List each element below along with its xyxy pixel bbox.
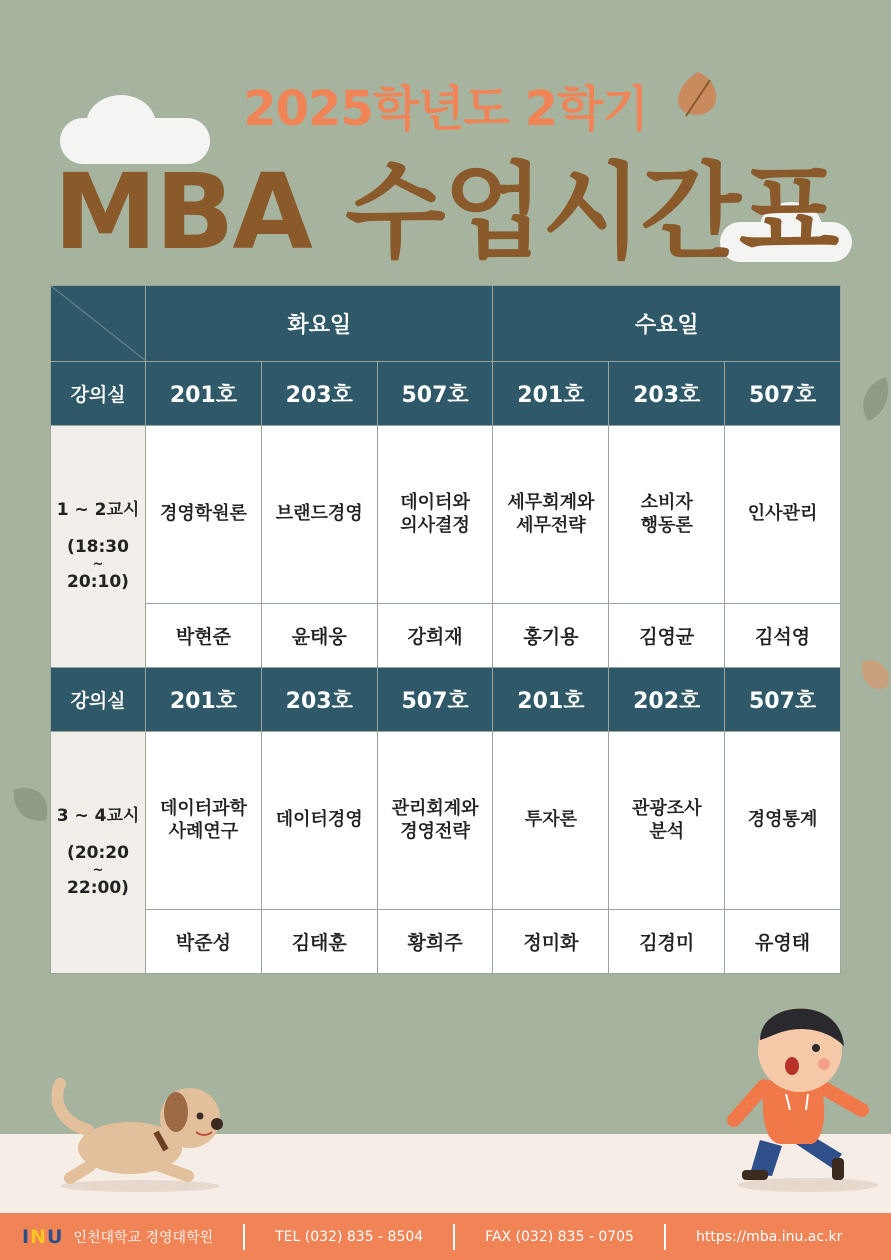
room-cell: 201호 (146, 668, 262, 732)
course-cell (725, 426, 841, 604)
page-title: MBA 수업시간표 (53, 151, 838, 273)
time-start: (18:30 (67, 537, 129, 558)
course-name: 투자론 (524, 809, 577, 831)
divider (664, 1224, 666, 1250)
room-cell: 507호 (725, 362, 841, 426)
leaf-icon (10, 780, 54, 828)
course-cell (377, 426, 493, 604)
course-name-line2: 세무전략 (516, 514, 586, 536)
course-name: 데이터와 (400, 492, 470, 513)
logo-letter: I (22, 1225, 31, 1248)
course-name-line2: 사례연구 (168, 820, 239, 842)
school-name: 인천대학교 경영대학원 (73, 1229, 214, 1246)
course-name: 인사관리 (747, 503, 818, 525)
room-cell: 201호 (146, 362, 262, 426)
professor-cell: 박현준 (146, 604, 262, 668)
fax: FAX (032) 835 - 0705 (485, 1228, 634, 1245)
room-cell: 203호 (261, 362, 377, 426)
professor-cell: 윤태웅 (261, 604, 377, 668)
footer-bar (0, 1213, 891, 1260)
course-name-line2: 경영전략 (400, 820, 470, 842)
course-name-line2: 의사결정 (400, 514, 470, 536)
room-cell: 201호 (493, 668, 609, 732)
professor-cell: 김태훈 (261, 910, 377, 974)
period-label: 3 ~ 4교시 (56, 806, 140, 827)
divider (243, 1224, 245, 1250)
time-end: 20:10) (67, 571, 129, 592)
course-name: 관리회계와 (391, 798, 479, 819)
course-name: 브랜드경영 (275, 503, 363, 525)
day-header-tuesday: 화요일 (146, 286, 493, 362)
timetable (50, 285, 841, 974)
course-cell (493, 732, 609, 910)
day-header-wednesday: 수요일 (493, 286, 841, 362)
leaf-icon (856, 656, 891, 696)
website-link[interactable]: https://mba.inu.ac.kr (695, 1228, 843, 1245)
room-cell: 507호 (725, 668, 841, 732)
time-tilde: ~ (92, 863, 104, 879)
professor-cell: 김석영 (725, 604, 841, 668)
room-cell: 507호 (377, 362, 493, 426)
professor-cell: 김영균 (609, 604, 725, 668)
time-tilde: ~ (92, 557, 104, 573)
course-name: 세무회계와 (507, 492, 595, 513)
course-cell (609, 426, 725, 604)
telephone: TEL (032) 835 - 8504 (275, 1228, 424, 1245)
period-label: 1 ~ 2교시 (56, 500, 140, 521)
diagonal-line (51, 286, 146, 361)
course-name: 데이터경영 (275, 809, 363, 831)
course-name: 경영학원론 (159, 503, 247, 525)
room-cell: 203호 (609, 362, 725, 426)
course-cell (609, 732, 725, 910)
course-cell (261, 426, 377, 604)
professor-cell: 정미화 (493, 910, 609, 974)
course-cell (146, 732, 262, 910)
course-cell (725, 732, 841, 910)
logo-letter: U (46, 1225, 64, 1248)
course-cell (261, 732, 377, 910)
professor-cell: 홍기용 (493, 604, 609, 668)
professor-cell: 박준성 (146, 910, 262, 974)
course-name: 경영통계 (747, 809, 818, 831)
dog-illustration (40, 1078, 240, 1194)
professor-cell: 황희주 (377, 910, 493, 974)
logo-letter: N (30, 1225, 47, 1248)
professor-cell: 유영태 (725, 910, 841, 974)
divider (453, 1224, 455, 1250)
room-label: 강의실 (51, 668, 146, 732)
boy-illustration (720, 990, 880, 1195)
course-name-line2: 행동론 (640, 514, 693, 536)
room-cell: 507호 (377, 668, 493, 732)
period-cell (51, 426, 146, 668)
time-end: 22:00) (67, 877, 129, 898)
room-cell: 202호 (609, 668, 725, 732)
room-label: 강의실 (51, 362, 146, 426)
course-cell (377, 732, 493, 910)
time-start: (20:20 (67, 843, 129, 864)
table-corner (51, 286, 146, 362)
leaf-icon (858, 375, 891, 425)
course-cell (146, 426, 262, 604)
course-cell (493, 426, 609, 604)
course-name-line2: 분석 (649, 820, 685, 842)
room-cell: 201호 (493, 362, 609, 426)
inu-logo (22, 1226, 63, 1248)
room-cell: 203호 (261, 668, 377, 732)
course-name: 데이터과학 (159, 798, 247, 819)
professor-cell: 김경미 (609, 910, 725, 974)
semester-subtitle: 2025학년도 2학기 (243, 81, 648, 137)
course-name: 관광조사 (631, 798, 702, 819)
period-cell (51, 732, 146, 974)
course-name: 소비자 (640, 492, 693, 513)
professor-cell: 강희재 (377, 604, 493, 668)
